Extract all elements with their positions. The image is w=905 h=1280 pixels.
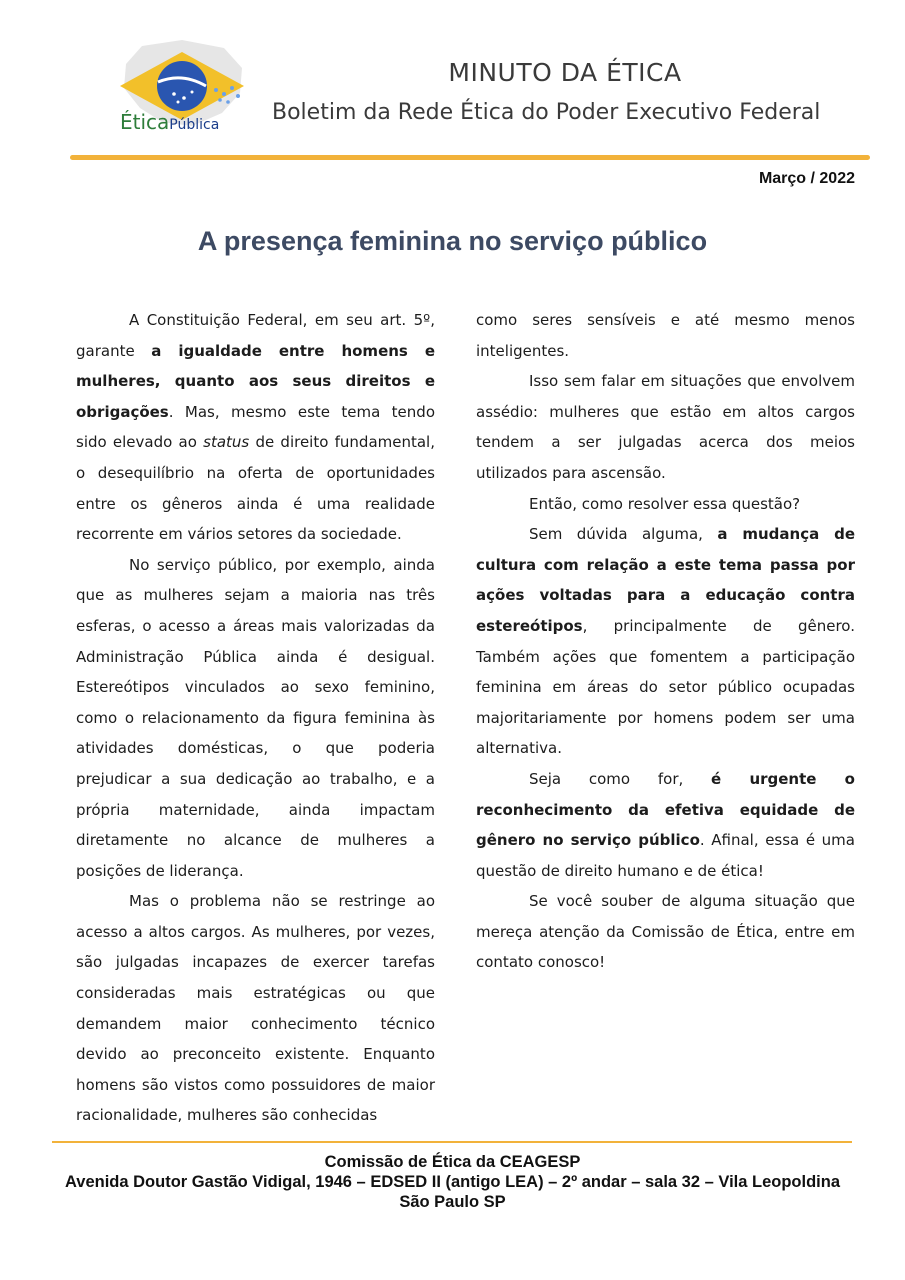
paragraph-5: Então, como resolver essa questão?	[529, 494, 801, 513]
p7-bold: é urgente o reconhecimento da efetiva equidade de gênero no serviço público	[476, 769, 855, 850]
paragraph-8: Se você souber de alguma situação que mereça atenção da Comissão de Ética, entre em contato conosco!	[476, 892, 855, 972]
logo-word-publica: Pública	[169, 117, 220, 133]
footer	[0, 1152, 905, 1212]
paragraph-1	[76, 305, 435, 550]
article-column-right	[476, 305, 855, 978]
article-title: A presença feminina no serviço público	[197, 226, 708, 256]
paragraph-6	[476, 519, 855, 764]
p6-bold: a mudança de cultura com relação a este tema passa por ações voltadas para a educação contra estereótipos	[476, 525, 855, 635]
footer-address: Avenida Doutor Gastão Vidigal, 1946 – EDSED II (antigo LEA) – 2º andar – sala 32 – Vila Leopoldina São Paulo SP	[64, 1173, 841, 1211]
logo-wordmark	[120, 110, 219, 134]
paragraph-3-continued: como seres sensíveis e até mesmo menos inteligentes.	[476, 311, 855, 360]
p1-text: A Constituição Federal, em seu art. 5º, garante	[76, 311, 435, 360]
bulletin-title: MINUTO DA ÉTICA	[448, 58, 682, 87]
paragraph-7	[476, 764, 855, 886]
p1-bold: a igualdade entre homens e mulheres, quanto aos seus direitos e obrigações	[76, 341, 435, 421]
issue-date: Março / 2022	[758, 170, 855, 187]
p1-italic: status	[203, 433, 250, 452]
paragraph-4: Isso sem falar em situações que envolvem assédio: mulheres que estão em altos cargos tendem a ser julgadas acerca dos meios utilizados para ascensão.	[476, 372, 855, 482]
footer-organization: Comissão de Ética da CEAGESP	[324, 1153, 581, 1171]
paragraph-2: No serviço público, por exemplo, ainda que as mulheres sejam a maioria nas três esferas, o acesso a áreas mais valorizadas da Administração Pública ainda é desigual. Estereótipos vinculados ao sexo feminino, como o relacionamento da figura feminina às atividades domésticas, o que poderia prejudicar a sua dedicação ao trabalho, e a própria maternidade, ainda impactam diretamente no alcance de mulheres a posições de liderança.	[76, 555, 435, 880]
p6-text-2: , principalmente de gênero. Também ações que fomentem a participação feminina em áreas do setor público ocupadas majoritariamente por homens podem ser uma alternativa.	[476, 616, 855, 758]
p1-text-3: de direito fundamental, o desequilíbrio na oferta de oportunidades entre os gêneros ainda é uma realidade recorrente em vários setores da sociedade.	[76, 433, 435, 544]
bulletin-subtitle: Boletim da Rede Ética do Poder Executivo Federal	[272, 100, 821, 125]
logo-word-etica: Ética	[120, 110, 170, 134]
paragraph-3: Mas o problema não se restringe ao acesso a altos cargos. As mulheres, por vezes, são julgadas incapazes de exercer tarefas consideradas mais estratégicas ou que demandem maior conhecimento técnico devido ao preconceito existente. Enquanto homens são vistos como possuidores de maior racionalidade, mulheres são conhecidas	[76, 892, 435, 1125]
article-column-left	[76, 305, 435, 1131]
p6-text: Sem dúvida alguma,	[529, 525, 718, 544]
header-divider	[70, 155, 870, 160]
p1-text-2: . Mas, mesmo este tema tendo sido elevado ao	[76, 402, 435, 452]
p7-text-2: . Afinal, essa é uma questão de direito humano e de ética!	[476, 831, 855, 880]
footer-divider	[52, 1141, 852, 1143]
p7-text: Seja como for,	[529, 769, 712, 788]
